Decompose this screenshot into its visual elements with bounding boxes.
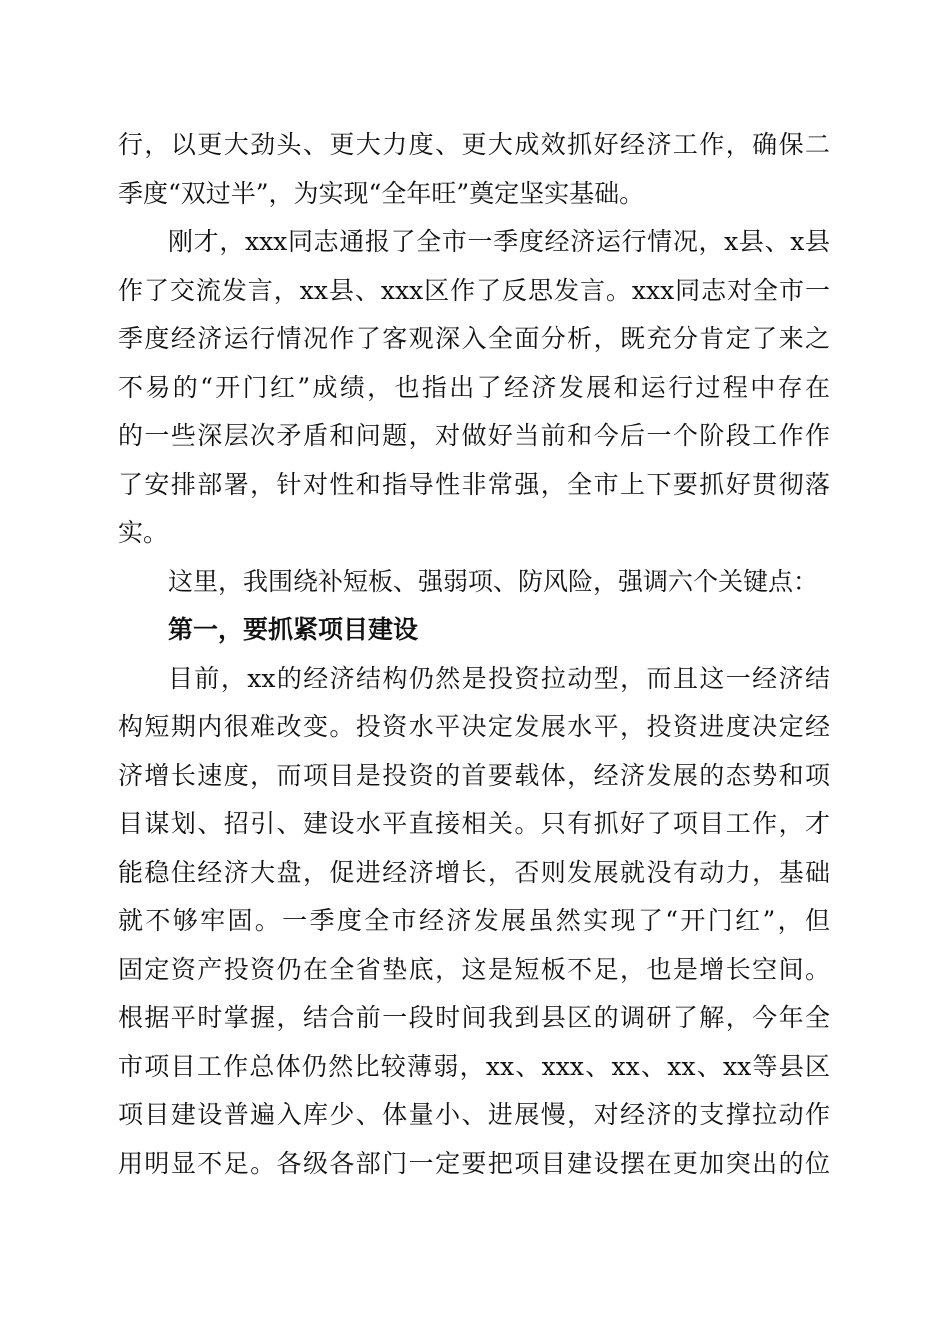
text-line: 用明显不足。各级各部门一定要把项目建设摆在更加突出的位 [118,1148,830,1178]
text-line: 作了交流发言，xx县、xxx区作了反思发言。xxx同志对全市一 [118,275,830,305]
text-line: 不易的“开门红”成绩，也指出了经济发展和运行过程中存在 [118,372,830,402]
text-line: 就不够牢固。一季度全市经济发展虽然实现了“开门红”，但 [118,906,830,935]
text-line: 这里，我围绕补短板、强弱项、防风险，强调六个关键点： [168,566,819,596]
text-line: 市项目工作总体仍然比较薄弱，xx、xxx、xx、xx、xx等县区 [118,1051,830,1081]
paragraph-project-construction [118,655,830,1189]
text-line: 能稳住经济大盘，促进经济增长，否则发展就没有动力，基础 [118,857,830,887]
text-line: 固定资产投资仍在全省垫底，这是短板不足，也是增长空间。 [118,954,830,984]
text-line: 刚才，xxx同志通报了全市一季度经济运行情况，x县、x县 [168,227,830,256]
paragraph-continuation [118,121,830,218]
text-line: 季度经济运行情况作了客观深入全面分析，既充分肯定了来之 [118,324,830,353]
text-line: 行，以更大劲头、更大力度、更大成效抓好经济工作，确保二 [118,130,830,159]
text-line: 的一些深层次矛盾和问题，对做好当前和今后一个阶段工作作 [118,421,830,450]
text-line: 项目建设普遍入库少、体量小、进展慢，对经济的支撑拉动作 [118,1100,830,1129]
document-body [118,121,830,1188]
text-line: 季度“双过半”，为实现“全年旺”奠定坚实基础。 [118,178,645,208]
section-heading [118,606,830,655]
text-line: 济增长速度，而项目是投资的首要载体，经济发展的态势和项 [118,760,830,790]
paragraph-key-points-intro [118,558,830,607]
paragraph-meeting-summary [118,218,830,558]
text-line: 根据平时掌握，结合前一段时间我到县区的调研了解，今年全 [118,1003,830,1032]
heading-text: 第一，要抓紧项目建设 [168,615,419,644]
text-line: 实。 [118,518,169,547]
text-line: 目谋划、招引、建设水平直接相关。只有抓好了项目工作，才 [118,809,830,838]
text-line: 目前，xx的经济结构仍然是投资拉动型，而且这一经济结 [168,663,830,693]
text-line: 构短期内很难改变。投资水平决定发展水平，投资进度决定经 [118,712,830,741]
text-line: 了安排部署，针对性和指导性非常强，全市上下要抓好贯彻落 [118,469,830,499]
